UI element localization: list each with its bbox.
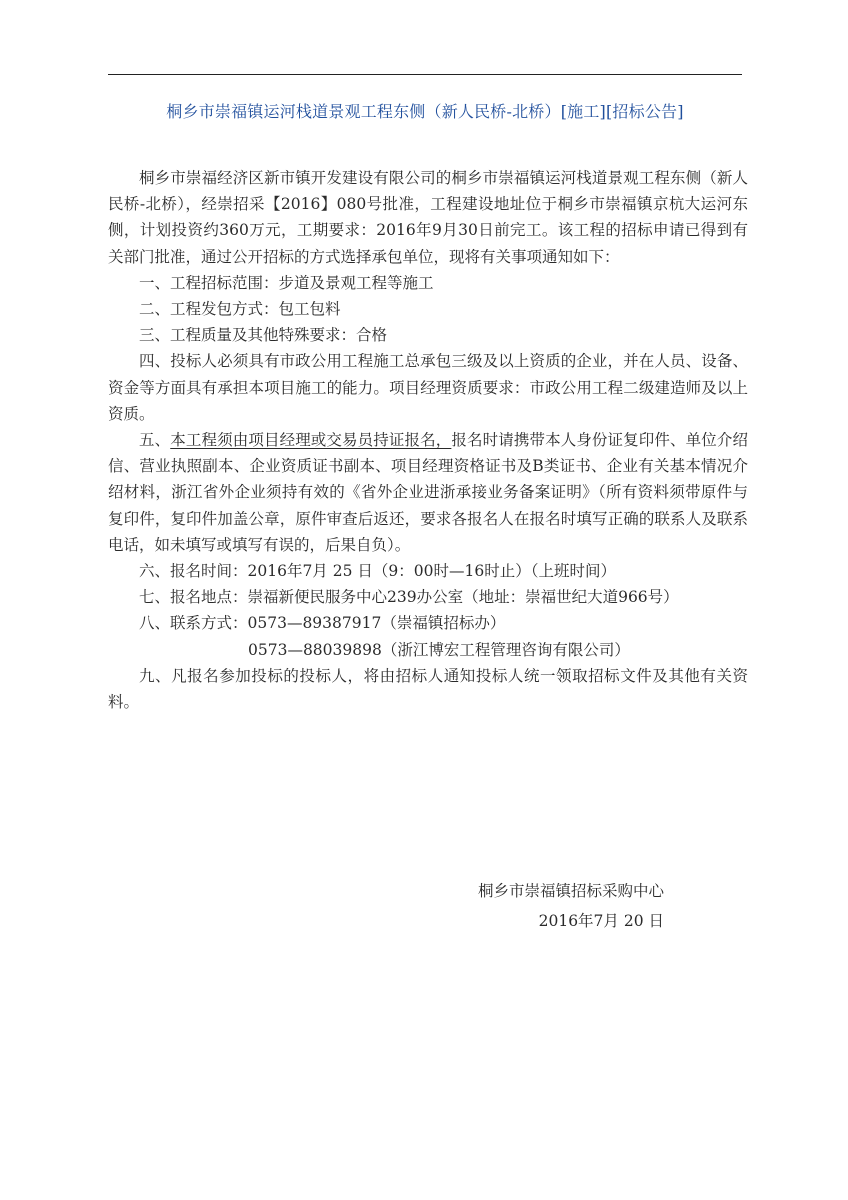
item-registration-time: 六、报名时间：2016年7月 25 日（9：00时—16时止）（上班时间） [139, 562, 616, 581]
signature-date: 2016年7月 20 日 [538, 912, 664, 930]
intro-paragraph: 桐乡市崇福经济区新市镇开发建设有限公司的桐乡市崇福镇运河栈道景观工程东侧（新人民桥-北桥），经崇招采【2016】080号批准，工程建设地址位于桐乡市崇福镇京杭大运河东侧，计划投资约360万元，工期要求：2016年9月30日前完工。该工程的招标申请已得到有关部门批准，通过公开招标的方式选择承包单位，现将有关事项通知如下： [108, 169, 748, 266]
item5-rest: 报名时请携带本人身份证复印件、单位介绍信、营业执照副本、企业资质证书副本、项目经理资格证书及B类证书、企业有关基本情况介绍材料，浙江省外企业须持有效的《省外企业进浙承接业务备案证明》（所有资料须带原件与复印件，复印件加盖公章，原件审查后返还，要求各报名人在报名时填写正确的联系人及联系电话，如未填写或填写有误的，后果自负）。 [108, 431, 748, 554]
item-scope: 一、工程招标范围：步道及景观工程等施工 [139, 273, 434, 292]
document-body [108, 165, 748, 715]
signature-organization: 桐乡市崇福镇招标采购中心 [477, 882, 664, 900]
item-contact: 八、联系方式：0573—89387917（崇福镇招标办） [139, 614, 506, 633]
document-title: 桐乡市崇福镇运河栈道景观工程东侧（新人民桥-北桥）[施工][招标公告] [166, 102, 684, 121]
item-registration-location: 七、报名地点：崇福新便民服务中心239办公室（地址：崇福世纪大道966号） [139, 588, 679, 607]
item-quality: 三、工程质量及其他特殊要求：合格 [139, 326, 388, 345]
item5-prefix: 五、 [139, 431, 171, 450]
header-rule [108, 74, 742, 75]
item5-underlined: 本工程须由项目经理或交易员持证报名， [170, 431, 452, 450]
item-contract-method: 二、工程发包方式：包工包料 [139, 300, 341, 319]
item-registration-materials [108, 427, 748, 558]
item-qualification: 四、投标人必须具有市政公用工程施工总承包三级及以上资质的企业，并在人员、设备、资金等方面具有承担本项目施工的能力。项目经理资质要求：市政公用工程二级建造师及以上资质。 [108, 352, 748, 423]
item-bid-documents: 九、凡报名参加投标的投标人，将由招标人通知投标人统一领取招标文件及其他有关资料。 [108, 666, 748, 712]
item-contact-line2: 0573—88039898（浙江博宏工程管理咨询有限公司） [248, 640, 630, 659]
